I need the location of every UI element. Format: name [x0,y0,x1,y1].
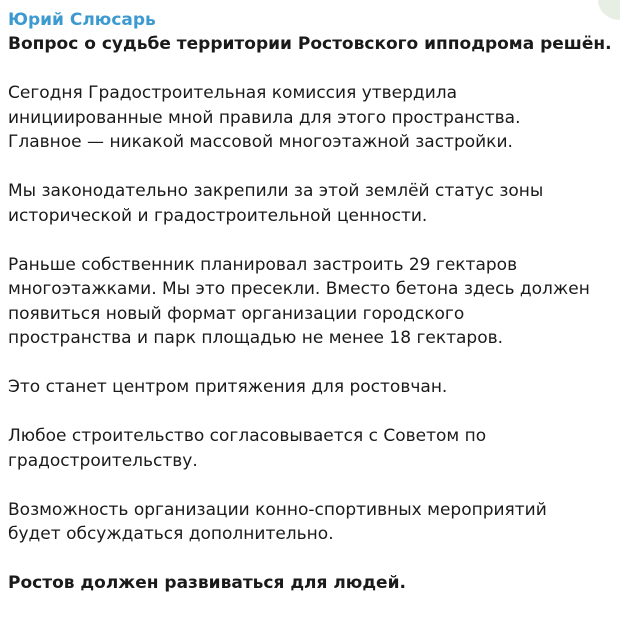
message-body [8,32,612,596]
paragraph-gap [8,57,608,82]
paragraph-gap [8,228,608,253]
author-name[interactable]: Юрий Слюсарь [8,10,156,30]
paragraph-gap [8,547,608,572]
text-line: будет обсуждаться дополнительно. [8,524,334,544]
text-line: Мы законодательно закрепили за этой землёй статус зоны [8,181,544,201]
paragraph-gap [8,155,608,180]
text-line: Возможность организации конно-спортивных мероприятий [8,499,547,520]
text-line: градостроительству. [8,450,198,471]
text-line: инициированные мной правила для этого пространства. [8,107,521,128]
paragraph-gap [8,400,608,425]
bold-text-line: Вопрос о судьбе территории Ростовского ипподрома решён. [8,34,612,54]
text-line: Раньше собственник планировал застроить 29 гектаров [8,254,518,275]
text-line: Любое строительство согласовывается с Советом по [8,426,487,446]
bold-text-line: Ростов должен развиваться для людей. [8,573,406,593]
text-line: Это станет центром притяжения для ростовчан. [8,377,448,397]
text-line: исторической и градостроительной ценности. [8,205,428,226]
paragraph-gap [8,473,608,498]
text-line: пространства и парк площадью не менее 18 гектаров. [8,328,504,348]
text-line: появиться новый формат организации городского [8,303,465,324]
text-line: Главное — никакой массовой многоэтажной застройки. [8,132,513,152]
text-line: многоэтажками. Мы это пресекли. Вместо бетона здесь должен [8,279,590,299]
paragraph-gap [8,351,608,376]
text-line: Сегодня Градостроительная комиссия утвердила [8,83,458,103]
